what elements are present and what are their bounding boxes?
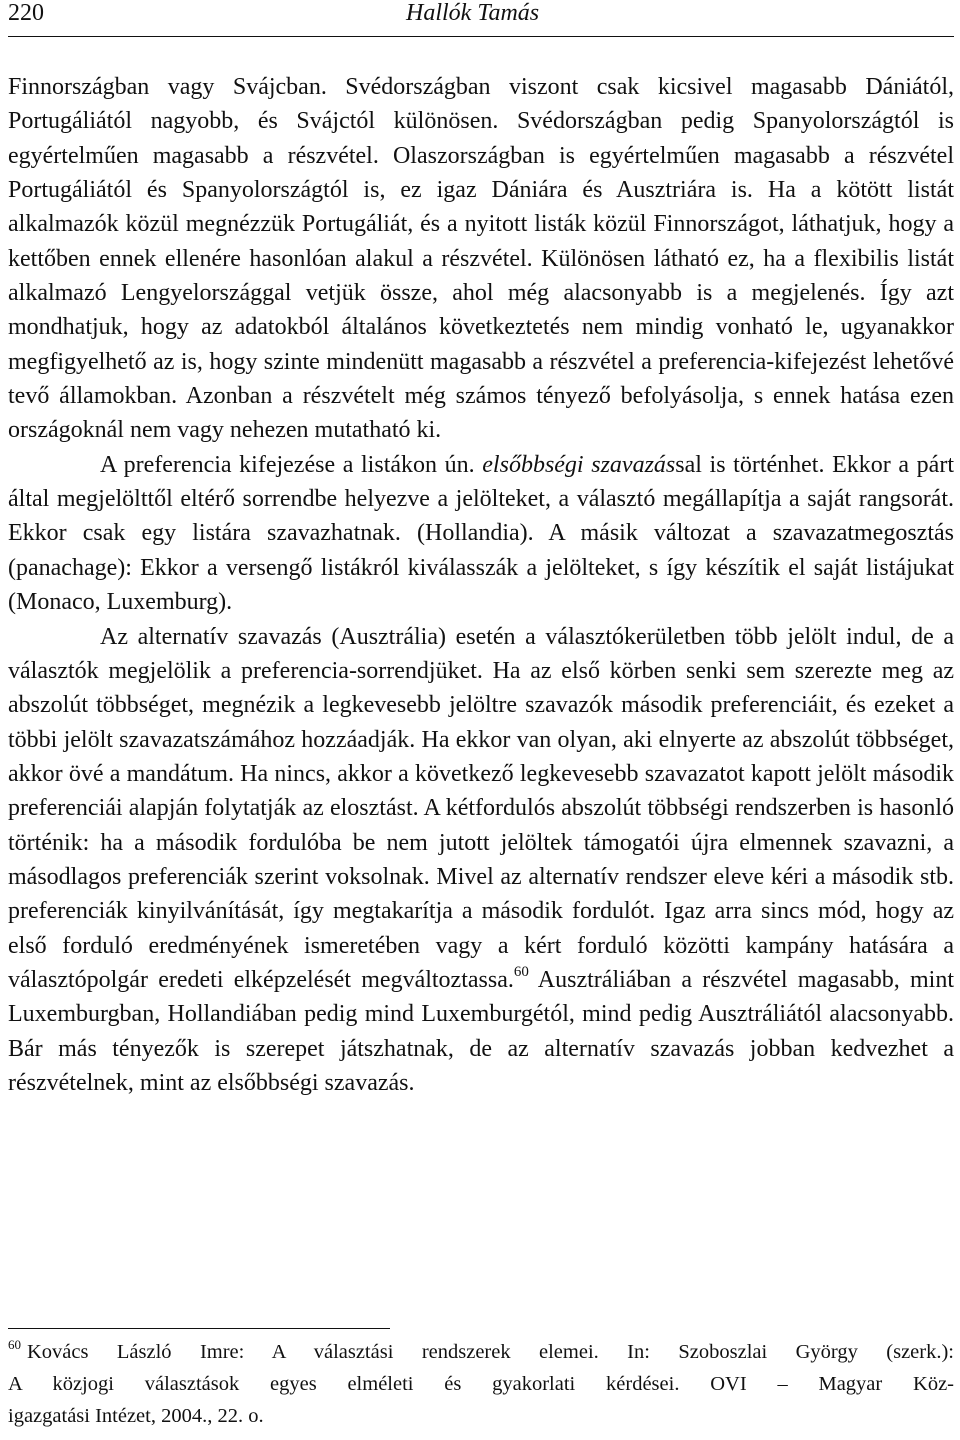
footnote-line-1 <box>8 1336 954 1368</box>
text-run: A preferencia kifejezése a listákon ún. <box>100 451 483 478</box>
body-text <box>8 70 954 1100</box>
text-run: Finnországban vagy Svájcban. Svédországban viszont csak kicsivel magasabb Dániától, Portugáliától nagyobb, és Svájctól különösen. Svédországban pedig Spanyolországtól is egyértelműen magasabb a részvétel. Olaszországban is egyértelműen magasabb a részvétel Portugáliától és Spanyolországtól is, ez igaz Dániára és Ausztriára is. Ha a kötött listát alkalmazók közül megnézzük Portugáliát, és a nyitott listák közül Finnországot, láthatjuk, hogy a kettőben ennek ellenére hasonlóan alakul a részvétel. Különösen látható ez, ha a flexibilis listát alkalmazó Lengyelországgal vetjük össze, ahol még alacsonyabb is a megjelenés. Így azt mondhatjuk, hogy az adatokból általános következtetés nem mindig vonható le, ugyanakkor megfigyelhető az is, hogy szinte mindenütt magasabb a részvétel a preferencia-kifejezést lehetővé tevő államokban. Azonban a részvételt még számos tényező befolyásolja, s ennek hatása ezen országoknál nem vagy nehezen mutatható ki. <box>8 74 954 444</box>
paragraph <box>8 448 954 620</box>
footnote-reference: 60 <box>513 963 529 980</box>
document-page <box>8 0 954 1427</box>
footnote <box>8 1336 954 1432</box>
text-run: sal is történhet. Ekkor a párt által megjelölttől eltérő sorrendbe helyezve a jelölteket, a választó megállapítja a saját rangsorát. Ekkor csak egy listára szavazhatnak. (Hollandia). A másik változat a szavazatmegosztás (panachage): Ekkor a versengő listákról kiválasszák a jelölteket, s így készítik el saját listájukat (Monaco, Luxemburg). <box>8 451 954 616</box>
page-number: 220 <box>8 0 44 26</box>
running-header-author: Hallók Tamás <box>406 0 540 26</box>
footnote-line-3: igazgatási Intézet, 2004., 22. o. <box>8 1405 264 1427</box>
footnote-mark: 60 <box>8 1337 21 1352</box>
running-header <box>8 0 954 37</box>
footnote-line-2: A közjogi választások egyes elméleti és gyakorlati kérdései. OVI – Magyar Köz- <box>8 1373 954 1395</box>
footnote-line-text: Kovács László Imre: A választási rendszerek elemei. In: Szoboszlai György (szerk.): <box>27 1341 954 1363</box>
text-run: Az alternatív szavazás (Ausztrália) esetén a választókerületben több jelölt indul, de a választók megjelölik a preferencia-sorrendjüket. Ha az első körben senki sem szerezte meg az abszolút többséget, megnézik a legkevesebb jelöltre szavazók második preferenciáit, és ezeket a többi jelölt szavazatszámához hozzáadják. Ha ekkor van olyan, aki elnyerte az abszolút többséget, akkor övé a mandátum. Ha nincs, akkor a következő legkevesebb szavazatot kapott jelölt második preferenciái alapján folytatják az elosztást. A kétfordulós abszolút többségi rendszerben is hasonló történik: ha a második fordulóba be nem jutott jelöltek támogatói újra elmennek szavazni, a másodlagos preferenciák szerint voksolnak. Mivel az alternatív rendszer eleve kéri a második stb. preferenciák kinyilvánítását, így megtakarítja a második fordulót. Igaz arra sincs mód, hogy az első forduló eredményének ismeretében vagy a kért forduló közötti kampány hatására a választópolgár eredeti elképzelését megváltoztassa. <box>8 623 954 993</box>
footnote-separator <box>8 1328 390 1329</box>
paragraph <box>8 70 954 448</box>
paragraph <box>8 620 954 1101</box>
italic-term: elsőbbségi szavazás <box>482 451 676 478</box>
text-run: Ausztráliában a részvétel magasabb, mint Luxemburgban, Hollandiában pedig mind Luxemburgétól, mind pedig Ausztráliától alacsonyabb. Bár más tényezők is szerepet játszhatnak, de az alternatív szavazás jobban kedvezhet a részvételnek, mint az elsőbbségi szavazás. <box>8 966 954 1096</box>
